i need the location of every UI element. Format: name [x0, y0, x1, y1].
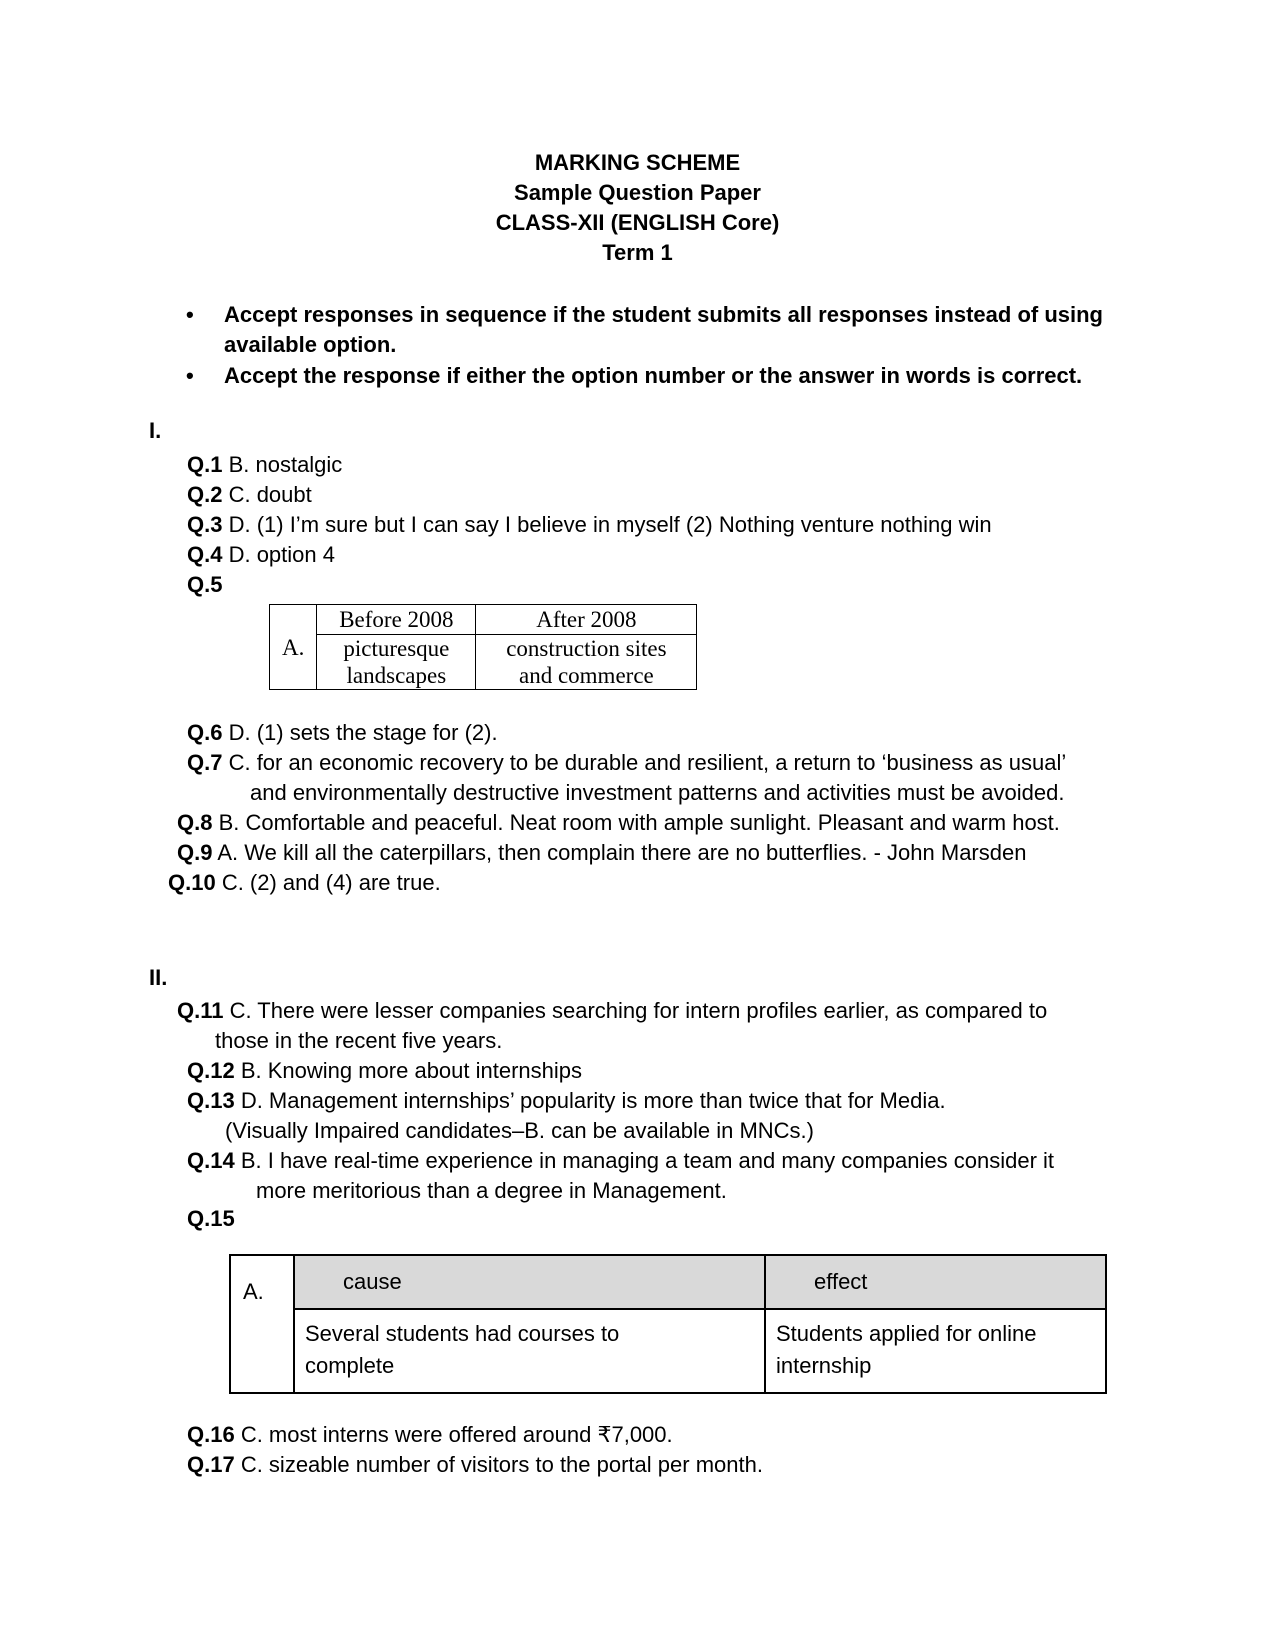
section-heading: II.: [149, 965, 168, 990]
table-header-effect: effect: [765, 1255, 1106, 1309]
answer-continuation: those in the recent five years.: [215, 1028, 503, 1053]
answer-line: [187, 450, 342, 480]
cell-line: picturesque: [343, 636, 450, 661]
answer-text: C. (2) and (4) are true.: [215, 870, 441, 895]
table-cell-effect: Students applied for online internship: [765, 1309, 1106, 1393]
question-number: Q.3: [187, 512, 223, 537]
question-number: Q.11: [177, 998, 224, 1023]
answer-line: [187, 480, 312, 510]
answer-line: [187, 1086, 946, 1116]
answer-line: [168, 868, 441, 898]
answer-text: B. Comfortable and peaceful. Neat room with ample sunlight. Pleasant and warm host.: [212, 810, 1060, 835]
table-option: A.: [230, 1255, 294, 1393]
question-number: Q.2: [187, 482, 223, 507]
answer-table-q15: [229, 1254, 1107, 1394]
answer-line: [187, 1146, 1054, 1176]
question-number: Q.12: [187, 1058, 235, 1083]
answer-text: B. Knowing more about internships: [234, 1058, 583, 1083]
table-header-before: Before 2008: [317, 605, 476, 635]
header-title: MARKING SCHEME: [534, 150, 741, 175]
answer-line: [187, 1450, 763, 1480]
table-option: A.: [270, 605, 317, 690]
answer-text: C. most interns were offered around ₹7,000.: [234, 1422, 673, 1447]
answer-text: B. nostalgic: [222, 452, 343, 477]
question-number: Q.8: [177, 810, 213, 835]
answer-line: [187, 718, 498, 748]
instructions-list: [186, 300, 1146, 392]
answer-line: [187, 510, 992, 540]
answer-text: C. doubt: [222, 482, 312, 507]
bullet-icon: •: [186, 363, 194, 388]
answer-line: [187, 1056, 582, 1086]
question-number: Q.10: [168, 870, 216, 895]
answer-continuation: (Visually Impaired candidates–B. can be available in MNCs.): [225, 1118, 814, 1143]
answer-line: [187, 1204, 235, 1234]
question-number: Q.15: [187, 1206, 235, 1231]
answer-text: D. (1) I’m sure but I can say I believe in myself (2) Nothing venture nothing win: [222, 512, 992, 537]
cell-line: construction sites: [506, 636, 667, 661]
question-number: Q.16: [187, 1422, 235, 1447]
cell-line: and commerce: [519, 663, 654, 688]
answer-line: [177, 808, 1060, 838]
question-number: Q.13: [187, 1088, 235, 1113]
answer-text: D. Management internships’ popularity is more than twice that for Media.: [234, 1088, 946, 1113]
answer-text: C. There were lesser companies searching for intern profiles earlier, as compared to: [223, 998, 1048, 1023]
answer-line: [187, 540, 335, 570]
instruction-item: [186, 300, 1146, 360]
question-number: Q.9: [177, 840, 213, 865]
answer-text: D. option 4: [222, 542, 335, 567]
table-header-after: After 2008: [476, 605, 697, 635]
question-number: Q.14: [187, 1148, 235, 1173]
question-number: Q.5: [187, 572, 223, 597]
answer-line: [187, 570, 222, 600]
answer-text: D. (1) sets the stage for (2).: [222, 720, 498, 745]
section-heading: I.: [149, 418, 162, 443]
answer-continuation: more meritorious than a degree in Management.: [256, 1178, 727, 1203]
table-cell-after: [476, 635, 697, 690]
question-number: Q.1: [187, 452, 223, 477]
instruction-text: Accept responses in sequence if the student submits all responses instead of using available option.: [224, 302, 1103, 357]
answer-text: B. I have real-time experience in managing a team and many companies consider it: [234, 1148, 1055, 1173]
question-number: Q.6: [187, 720, 223, 745]
question-number: Q.7: [187, 750, 223, 775]
question-number: Q.17: [187, 1452, 235, 1477]
bullet-icon: •: [186, 302, 194, 327]
answer-line: [177, 996, 1047, 1026]
answer-table-q5: [269, 604, 697, 690]
question-number: Q.4: [187, 542, 223, 567]
answer-text: C. for an economic recovery to be durable and resilient, a return to ‘business as usual’: [222, 750, 1067, 775]
answer-line: [177, 838, 1026, 868]
table-cell-cause: Several students had courses to complete: [294, 1309, 765, 1393]
header-class: CLASS-XII (ENGLISH Core): [495, 210, 780, 235]
header-term: Term 1: [602, 240, 673, 265]
instruction-item: [186, 361, 1146, 391]
cell-line: landscapes: [346, 663, 447, 688]
document-header: [0, 148, 1275, 268]
answer-line: [187, 748, 1066, 778]
answer-continuation: and environmentally destructive investment patterns and activities must be avoided.: [250, 780, 1065, 805]
table-header-cause: cause: [294, 1255, 765, 1309]
answer-line: [187, 1420, 673, 1450]
answer-text: A. We kill all the caterpillars, then complain there are no butterflies. - John Marsden: [212, 840, 1027, 865]
header-subtitle: Sample Question Paper: [514, 180, 761, 205]
answer-text: C. sizeable number of visitors to the portal per month.: [234, 1452, 763, 1477]
instruction-text: Accept the response if either the option number or the answer in words is correct.: [224, 363, 1083, 388]
table-cell-before: [317, 635, 476, 690]
